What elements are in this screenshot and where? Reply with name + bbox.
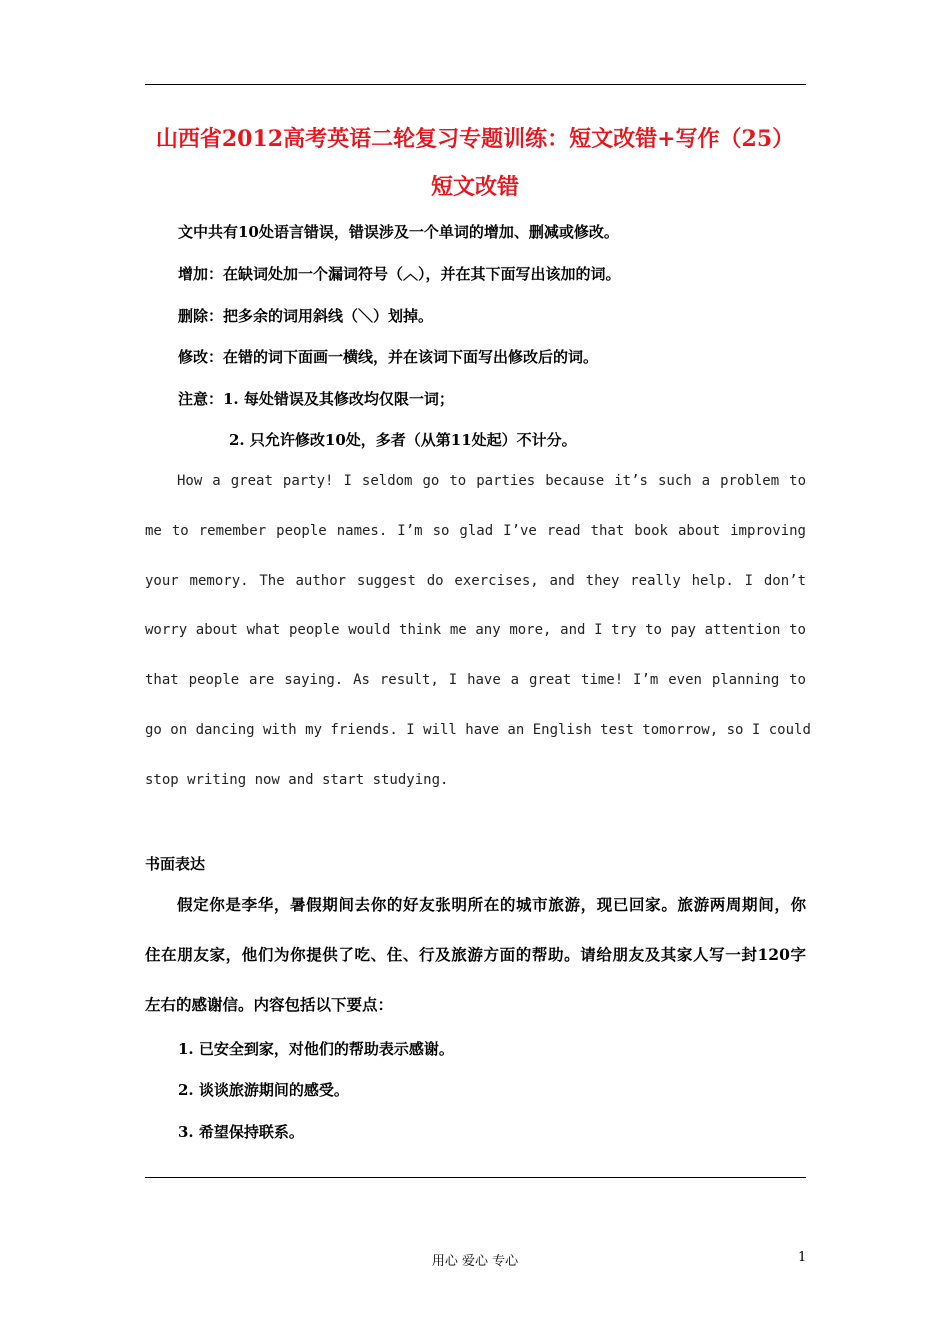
prompt-line: 假定你是李华，暑假期间去你的好友张明所在的城市旅游，现已回家。旅游两周期间，你 xyxy=(177,895,806,914)
passage-line: me to remember people names. I’m so glad I’ve read that book about improving xyxy=(145,522,806,539)
instruction-line: 2. 只允许修改10处，多者（从第11处起）不计分。 xyxy=(229,431,577,449)
page-title: 山西省2012高考英语二轮复习专题训练：短文改错+写作（25） xyxy=(155,126,795,152)
bottom-rule xyxy=(145,1177,806,1178)
prompt-line: 住在朋友家，他们为你提供了吃、住、行及旅游方面的帮助。请给朋友及其家人写一封120字 xyxy=(145,945,806,964)
instruction-line: 删除：把多余的词用斜线（＼）划掉。 xyxy=(178,307,434,325)
instruction-line: 修改：在错的词下面画一横线，并在该词下面写出修改后的词。 xyxy=(178,348,599,366)
passage-line: worry about what people would think me any more, and I try to pay attention to xyxy=(145,622,806,639)
section-title: 短文改错 xyxy=(430,174,519,200)
page-number: 1 xyxy=(798,1250,807,1265)
writing-point: 2. 谈谈旅游期间的感受。 xyxy=(178,1081,349,1099)
passage-line: go on dancing with my friends. I will have an English test tomorrow, so I could xyxy=(145,721,811,738)
instruction-line: 文中共有10处语言错误，错误涉及一个单词的增加、删减或修改。 xyxy=(178,223,619,241)
writing-point: 1. 已安全到家，对他们的帮助表示感谢。 xyxy=(178,1040,454,1058)
prompt-line: 左右的感谢信。内容包括以下要点： xyxy=(145,995,394,1014)
footer-slogan: 用心 爱心 专心 xyxy=(431,1254,519,1269)
passage-line: your memory. The author suggest do exercises, and they really help. I don’t xyxy=(145,572,806,589)
writing-prompt xyxy=(145,880,806,1030)
passage-line: that people are saying. As result, I have a great time! I’m even planning to xyxy=(145,672,806,689)
error-correction-passage xyxy=(145,457,811,806)
writing-heading: 书面表达 xyxy=(145,855,206,873)
top-rule xyxy=(145,84,806,85)
instruction-line: 增加：在缺词处加一个漏词符号（︿），并在其下面写出该加的词。 xyxy=(178,265,621,283)
passage-line: stop writing now and start studying. xyxy=(145,771,449,788)
passage-line: How a great party! I seldom go to parties because it’s such a problem to xyxy=(177,473,806,489)
writing-point: 3. 希望保持联系。 xyxy=(178,1123,304,1141)
instruction-line: 注意：1. 每处错误及其修改均仅限一词； xyxy=(178,390,454,408)
